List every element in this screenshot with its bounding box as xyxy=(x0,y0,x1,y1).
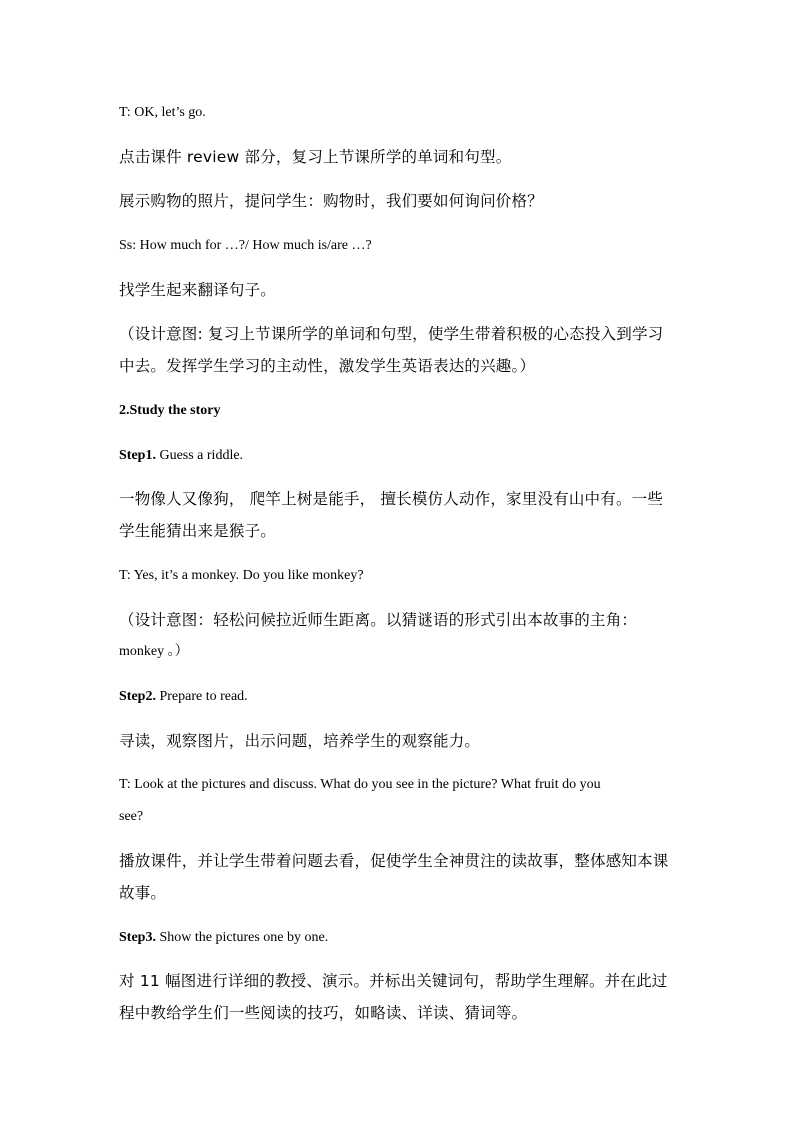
design-intent-2-line-1: （设计意图：轻松问候拉近师生距离。以猜谜语的形式引出本故事的主角： xyxy=(119,611,638,629)
paragraph-eleven-pictures-line-1: 对 11 幅图进行详细的教授、演示。并标出关键词句，帮助学生理解。并在此过 xyxy=(119,972,668,990)
paragraph-show-photos: 展示购物的照片，提问学生：购物时，我们要如何询问价格？ xyxy=(119,192,543,210)
design-intent-2-line-2: monkey 。） xyxy=(119,644,189,659)
dialogue-teacher-look-line-2: see? xyxy=(119,809,144,824)
paragraph-review: 点击课件 review 部分，复习上节课所学的单词和句型。 xyxy=(119,148,512,166)
dialogue-teacher-look-line-1: T: Look at the pictures and discuss. What do you see in the picture? What fruit do you xyxy=(119,777,601,792)
paragraph-play-courseware-line-2: 故事。 xyxy=(119,884,167,902)
step2-text: Prepare to read. xyxy=(155,689,248,704)
dialogue-teacher-monkey: T: Yes, it’s a monkey. Do you like monkey? xyxy=(119,568,364,583)
step3-text: Show the pictures one by one. xyxy=(155,930,329,945)
paragraph-translate: 找学生起来翻译句子。 xyxy=(119,281,277,299)
paragraph-play-courseware-line-1: 播放课件，并让学生带着问题去看，促使学生全神贯注的读故事，整体感知本课 xyxy=(119,852,669,870)
step1-label: Step1. xyxy=(119,448,156,463)
design-intent-1-line-2: 中去。发挥学生学习的主动性，激发学生英语表达的兴趣。） xyxy=(119,357,536,375)
paragraph-scan-reading: 寻读，观察图片，出示问题，培养学生的观察能力。 xyxy=(119,732,481,750)
step3-label: Step3. xyxy=(119,930,156,945)
step2-label: Step2. xyxy=(119,689,156,704)
riddle-line-1: 一物像人又像狗， 爬竿上树是能手， 擅长模仿人动作，家里没有山中有。一些 xyxy=(119,490,664,508)
paragraph-eleven-pictures-line-2: 程中教给学生们一些阅读的技巧，如略读、详读、猜词等。 xyxy=(119,1004,528,1022)
dialogue-students-how-much: Ss: How much for …?/ How much is/are …? xyxy=(119,238,372,253)
design-intent-1-line-1: （设计意图: 复习上节课所学的单词和句型，使学生带着积极的心态投入到学习 xyxy=(119,325,664,343)
step1-text: Guess a riddle. xyxy=(155,448,244,463)
riddle-line-2: 学生能猜出来是猴子。 xyxy=(119,522,277,540)
step1-heading xyxy=(119,443,679,468)
step3-heading xyxy=(119,925,679,950)
section-heading-study-story: 2.Study the story xyxy=(119,403,221,418)
step2-heading xyxy=(119,684,679,709)
dialogue-teacher-ok: T: OK, let’s go. xyxy=(119,105,206,120)
